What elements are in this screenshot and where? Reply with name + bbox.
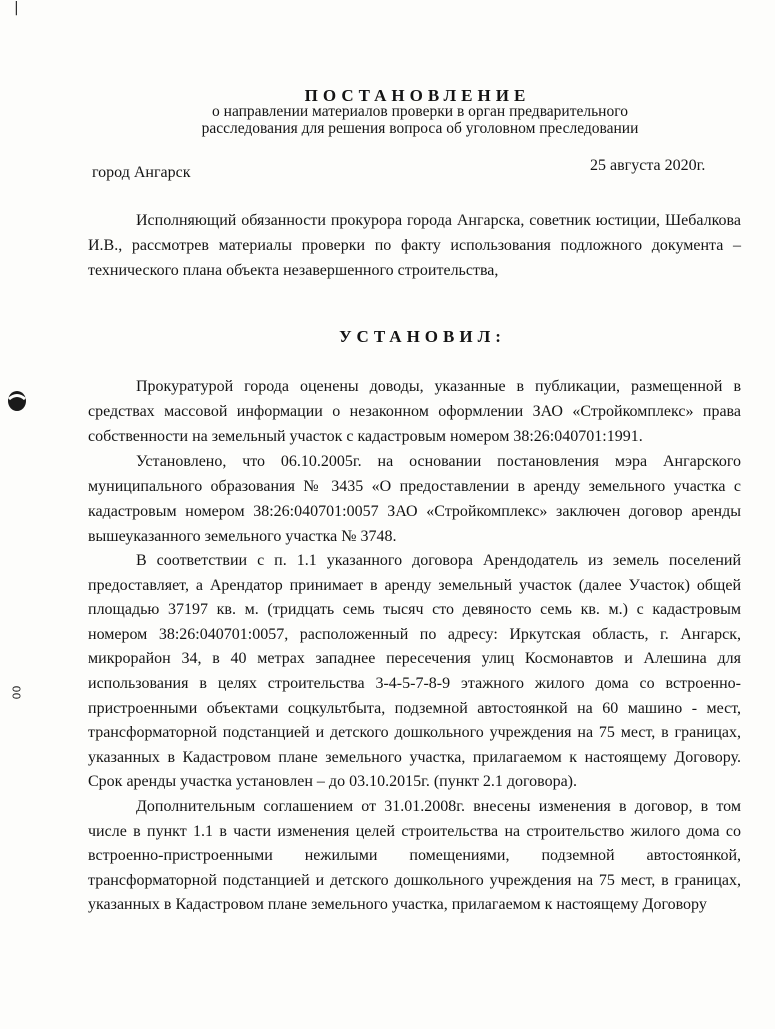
subtitle-line-2: расследования для решения вопроса об уголовном преследовании xyxy=(201,120,639,137)
intro-paragraph: Исполняющий обязанности прокурора города Ангарска, советник юстиции, Шебалкова И.В., рассмотрев материалы проверки по факту использования подложного документа – технического плана объекта незавершенного строительства, xyxy=(88,212,741,279)
document-city: город Ангарск xyxy=(92,164,191,181)
established-heading: УСТАНОВИЛ: xyxy=(339,327,506,346)
paragraph-1: Прокуратурой города оценены доводы, указанные в публикации, размещенной в средствах массовой информации о незаконном оформлении ЗАО «Стройкомплекс» права собственности на земельный участок с кадастровым номером 38:26:040701:1991. xyxy=(88,378,741,445)
document-subtitle xyxy=(120,103,720,137)
main-text-block xyxy=(88,374,741,918)
subtitle-line-1: о направлении материалов проверки в орган предварительного xyxy=(212,103,628,120)
paragraph-3: В соответствии с п. 1.1 указанного договора Арендодатель из земель поселений предоставляет, а Арендатор принимает в аренду земельный участок (далее Участок) общей площадью 37197 кв. м. (тридцать семь тысяч сто девяносто семь кв. м.) с кадастровым номером 38:26:040701:0057, расположенный по адресу: Иркутская область, г. Ангарск, микрорайон 34, в 40 метрах западнее пересечения улиц Космонавтов и Алешина для использования в целях строительства 3-4-5-7-8-9 этажного жилого дома со встроенно-пристроенными объектами соцкультбыта, подземной автостоянкой на 60 машино - мест, трансформаторной подстанцией и детского дошкольного учреждения на 75 мест, в границах, указанных в Кадастровом плане земельного участка, прилагаемом к настоящему Договору. Срок аренды участка установлен – до 03.10.2015г. (пункт 2.1 договора). xyxy=(88,552,741,791)
document-title: ПОСТАНОВЛЕНИЕ xyxy=(304,86,531,105)
margin-stamp-mark: 00 xyxy=(9,685,23,700)
paragraph-2: Установлено, что 06.10.2005г. на основании постановления мэра Ангарского муниципального образования № 3435 «О предоставлении в аренду земельного участка с кадастровым номером 38:26:040701:0057 ЗАО «Стройкомплекс» заключен договор аренды вышеуказанного земельного участка № 3748. xyxy=(88,453,741,545)
intro-paragraph-block xyxy=(88,208,741,283)
hole-punch-icon xyxy=(6,388,28,414)
scan-edge-mark: | xyxy=(14,0,19,16)
document-date: 25 августа 2020г. xyxy=(590,157,706,174)
paragraph-4: Дополнительным соглашением от 31.01.2008г. внесены изменения в договор, в том числе в пункт 1.1 в части изменения целей строительства на строительство жилого дома со встроенно-пристроенными нежилыми помещениями, подземной автостоянкой, трансформаторной подстанцией и детского дошкольного учреждения на 75 мест, в границах, указанных в Кадастровом плане земельного участка, прилагаемом к настоящему Договору xyxy=(88,797,741,914)
